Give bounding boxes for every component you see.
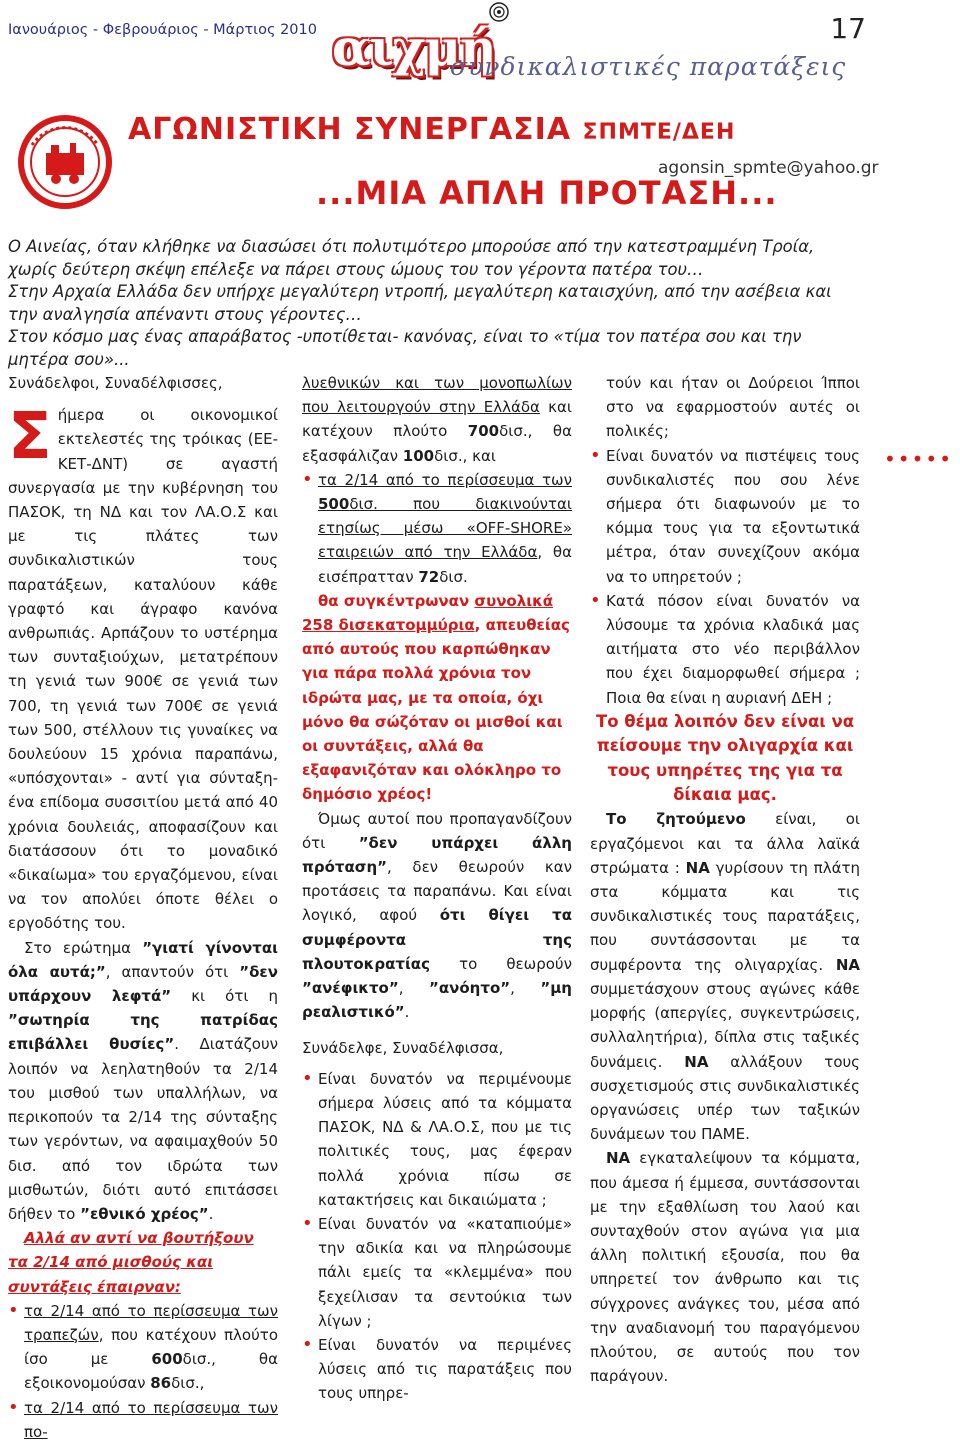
body-text: δισ., θα εξασφάλιζαν <box>302 422 572 465</box>
quote: ”μη ρεαλιστικό” <box>302 979 572 1022</box>
body-text: . Διατάζουν λοιπόν να λεηλατηθούν τα 2/14 του μισθού των υπαλλήλων, να περικοπούν τα 2/14 της σύνταξης των γερόντων, να αφαιμαχθούν 50 δισ. από τον ιδρώτα των μισθωτών, διότι αυτό επιτάσσει δήθεν το <box>8 1035 278 1223</box>
column-3 <box>590 371 860 1388</box>
list-item: • Είναι δυνατόν να περιμένες λύσεις από τις παρατάξεις που τους υπηρε- <box>302 1333 572 1406</box>
quote: ”ανόητο” <box>429 979 511 998</box>
bold-text: ΝΑ <box>685 858 710 877</box>
amount: 700 <box>467 422 500 441</box>
list-item <box>8 1396 278 1444</box>
greeting: Συνάδελφοι, Συναδέλφισσες, <box>8 374 223 392</box>
body-paragraph <box>302 371 572 468</box>
body-text: , <box>510 979 541 998</box>
quote: ”εθνικό χρέος” <box>80 1204 209 1223</box>
continuation-dots: ••••• <box>884 447 953 471</box>
article-subtitle: ...ΜΙΑ ΑΠΛΗ ΠΡΟΤΑΣΗ... <box>316 174 778 212</box>
amount: 500 <box>318 495 350 514</box>
contact-email[interactable]: agonsin_spmte@yahoo.gr <box>658 158 879 178</box>
body-text: είναι, οι εργαζόμενοι και τα άλλα λαϊκά στρώματα : <box>590 810 860 877</box>
red-text: θα συγκέντρωναν <box>318 591 475 610</box>
drop-cap: Σ <box>8 400 52 475</box>
body-text: γυρίσουν τη πλάτη στα κόμματα και τις συνδικαλιστικές τους παρατάξεις, που συντάσσονται με τα συμφέροντα της ολιγαρχίας. <box>590 858 860 974</box>
bold-text: ΝΑ <box>835 955 860 974</box>
quote: ότι θίγει τα συμφέροντα της πλουτοκρατίας <box>302 906 573 973</box>
title-main: ΑΓΩΝΙΣΤΙΚΗ ΣΥΝΕΡΓΑΣΙΑ <box>128 112 572 147</box>
body-paragraph <box>590 807 860 1146</box>
body-text: . <box>208 1204 214 1223</box>
intro-paragraph: Ο Αινείας, όταν κλήθηκε να διασώσει ότι πολυτιμότερο μπορούσε από την κατεστραμμένη Τροία, χωρίς δεύτερη σκέψη επέλεξε να πάρει στους ώμους του τον γέροντα πατέρα του… <box>8 237 815 279</box>
masthead-logo: αιχμή <box>332 18 496 77</box>
column-2 <box>302 371 572 1406</box>
bold-text: Το ζητούμενο <box>606 810 746 829</box>
column-1 <box>8 371 278 1444</box>
greeting: Συνάδελφε, Συναδέλφισσα, <box>302 1039 504 1058</box>
bold-text: ΝΑ <box>684 1052 709 1071</box>
list-item: • Είναι δυνατόν να περιμένουμε σήμερα λύσεις από τα κόμματα ΠΑΣΟΚ, ΝΔ & ΛΑ.Ο.Σ, που με τις πολιτικές τους, μας έφεραν πολλά χρόνια πίσω σε κατακτήσεις και δικαιώματα ; <box>302 1067 572 1212</box>
underlined-text: δισ. που διακινούνται ετησίως μέσω «OFF-SHORE» εταιρειών από την Ελλάδα <box>318 495 572 562</box>
body-text: Όμως αυτοί που προπαγανδίζουν ότι <box>302 809 572 852</box>
body-text: εγκαταλείψουν τα κόμματα, που άμεσα ή έμμεσα, συντάσσονται με την εξαθλίωση του λαού και συνταχθούν στον αγώνα για μια άλλη πολιτική εξουσία, που θα υπηρετεί τον άνθρωπο και τις σύγχρονες ανάγκες του, μέσα από την αναδιανομή του παραγόμενου πλούτου, σε αυτούς που τον παράγουν. <box>590 1149 860 1386</box>
underlined-text: λυεθνικών και των μονοπωλίων που λειτουργούν στην Ελλάδα <box>302 374 572 417</box>
article-title <box>128 112 735 147</box>
bold-text: ΝΑ <box>606 1149 631 1168</box>
body-paragraph <box>8 400 278 935</box>
issue-date: Ιανουάριος - Φεβρουάριος - Μάρτιος 2010 <box>8 22 317 38</box>
list-item <box>8 1299 278 1396</box>
body-text: , απαντούν ότι <box>105 962 240 981</box>
quote: ”σωτηρία της πατρίδας επιβάλλει θυσίες” <box>8 1011 278 1054</box>
intro-block <box>8 236 838 372</box>
body-paragraph <box>302 807 572 1025</box>
red-emphasis <box>302 589 572 807</box>
body-text: , θα εισέπρατταν <box>318 543 572 586</box>
page-number: 17 <box>830 12 866 45</box>
quote: ”ανέφικτο” <box>302 979 399 998</box>
underlined-text: τα 2/14 από το περίσσευμα των <box>318 470 572 489</box>
body-text: και κατέχουν πλούτο <box>302 398 572 441</box>
body-text: δισ., <box>171 1374 205 1393</box>
body-text: , <box>398 979 429 998</box>
body-text: , που κατέχουν πλούτο ίσο με <box>24 1325 278 1369</box>
body-text: το θεωρούν <box>429 954 572 973</box>
red-heading: Το θέμα λοιπόν δεν είναι να πείσουμε την ολιγαρχία και τους υπηρέτες της για τα δίκαια μας. <box>595 711 855 805</box>
amount: 100 <box>402 446 435 465</box>
title-tag: ΣΠΜΤΕ/ΔΕΗ <box>582 120 736 145</box>
amount: 86 <box>150 1374 172 1393</box>
body-paragraph <box>8 936 278 1226</box>
underlined-text: τα 2/14 από το περίσσευμα των τραπεζών <box>24 1301 278 1344</box>
list-item <box>302 468 572 589</box>
bullet-list <box>302 1067 572 1406</box>
amount: 600 <box>151 1350 183 1369</box>
body-text: δισ., θα εξοικονομούσαν <box>24 1350 278 1393</box>
body-text: Στο ερώτημα <box>24 938 143 957</box>
bullet-list <box>590 444 860 710</box>
body-text: , δεν θεωρούν καν προτάσεις τα παραπάνω. Και είναι λογικό, αφού <box>302 858 572 925</box>
masthead-subtitle: συνδικαλιστικές παρατάξεις <box>450 52 847 81</box>
intro-paragraph: Στην Αρχαία Ελλάδα δεν υπήρχε μεγαλύτερη ντροπή, μεγαλύτερη καταισχύνη, από την ασέβεια και την αναλγησία απέναντι στους γέροντες… <box>8 282 832 324</box>
list-item: • Είναι δυνατόν να πιστέψεις τους συνδικαλιστές που σου λένε σήμερα ότι διαφωνούν με το κόμμα τους για τα εξοντωτικά μέτρα, όταν συνεχίζουν ακόμα να το υπηρετούν ; <box>590 444 860 589</box>
body-text: . <box>404 1003 410 1022</box>
quote: ”γιατί γίνονται όλα αυτά;” <box>8 938 278 981</box>
bullet-list <box>302 468 572 589</box>
body-paragraph <box>590 1146 860 1388</box>
body-text: κι ότι η <box>171 987 278 1006</box>
body-text: δισ., και <box>434 446 496 465</box>
red-emphasis: Αλλά αν αντί να βουτήξουν τα 2/14 από μισθούς και συντάξεις έπαιρναν: <box>8 1229 254 1296</box>
bullet-list <box>8 1299 278 1444</box>
list-item: • Κατά πόσον είναι δυνατόν να λύσουμε τα χρόνια κλαδικά μας αιτήματα στο νέο περιβάλλον που έχει διαμορφωθεί σήμερα ; Ποια θα είναι η αυριανή ΔΕΗ ; <box>590 589 860 710</box>
quote: ”δεν υπάρχει άλλη πρόταση” <box>302 833 572 877</box>
body-text: συμμετάσχουν στους αγώνες κάθε μορφής (απεργίες, συγκεντρώσεις, συλλαλητήρια), δίπλα στις ταξικές δυνάμεις. <box>590 979 860 1071</box>
underlined-text: τα 2/14 από το περίσσευμα των πο- <box>24 1398 278 1441</box>
red-underlined: συνολικά 258 δισεκατομμύρια <box>302 591 554 635</box>
body-paragraph: τούν και ήταν οι Δούρειοι Ίπποι στο να εφαρμοστούν αυτές οι πολικές; <box>606 374 860 441</box>
quote: ”δεν υπάρχουν λεφτά” <box>8 962 278 1006</box>
list-item: • Είναι δυνατόν να «καταπιούμε» την αδικία και να πληρώσουμε πάλι εμείς τα «κλεμμένα» που ξεχείλισαν τα σεντούκια των λίγων ; <box>302 1212 572 1333</box>
body-text: αλλάξουν τους συσχετισμούς στις συνδικαλιστικές οργανώσεις υπέρ των ταξικών δυνάμεων του ΠΑΜΕ. <box>590 1052 860 1144</box>
red-text: , απευθείας από αυτούς που καρπώθηκαν για πάρα πολλά χρόνια τον ιδρώτα μας, με τα οποία, όχι μόνο θα σώζόταν οι μισθοί και οι συντάξεις, αλλά θα εξαφανιζόταν και ολόκληρο το δημόσιο χρέος! <box>302 616 570 804</box>
body-text: ήμερα οι οικονομικοί εκτελεστές της τρόικας (ΕΕ-ΚΕΤ-ΔΝΤ) σε αγαστή συνεργασία με την κυβέρνηση του ΠΑΣΟΚ, τη ΝΔ και τον ΛΑ.Ο.Σ και με τις πλάτες των συνδικαλιστικών τους παρατάξεων, καταλύουν κάθε γραφτό και άγραφο κανόνα ανθρωπιάς. Αρπάζουν το υστέρημα των συνταξιούχων, μετατρέπουν τη γενιά των 900€ σε γενιά των 700, τη γενιά των 700€ σε γενιά των 500, στέλλουν τις γυναίκες να δουλεύουν 15 χρόνια παραπάνω, «υπόσχονται» - αντί για σύνταξη- ένα επίδομα συσσιτίου μετά από 40 χρόνια δουλειάς, αποφασίζουν και διατάσσουν ότι το μοναδικό «δικαίωμα» του εργαζόμενου, είναι να τον απολύει όποτε θέλει ο εργοδότης του. <box>8 406 278 933</box>
amount: 72 <box>418 567 440 586</box>
union-logo <box>18 115 112 209</box>
intro-paragraph: Στον κόσμο μας ένας απαράβατος -υποτίθεται- κανόνας, είναι το «τίμα τον πατέρα σου και την μητέρα σου»... <box>8 327 802 369</box>
body-text: δισ. <box>439 567 468 586</box>
